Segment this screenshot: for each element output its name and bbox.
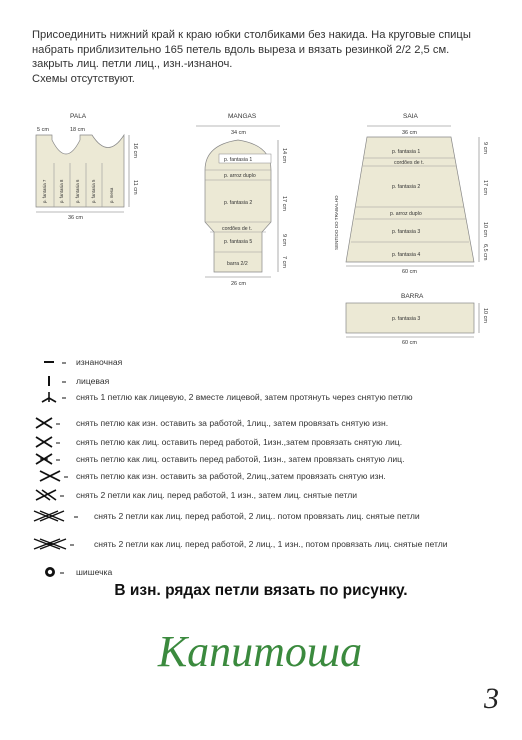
- legend-row: [30, 355, 122, 369]
- pala-dim-11: 11 cm: [132, 180, 138, 195]
- saia-dim-bottom: 60 cm: [402, 269, 417, 275]
- legend-row: [30, 565, 112, 579]
- legend-label: снять 2 петли как лиц. перед работой, 2 лиц., 1 изн., потом провязать лиц. снятые петли: [94, 539, 448, 549]
- mangas-dim-top: 34 cm: [231, 130, 246, 136]
- legend-label: шишечка: [76, 567, 113, 577]
- pala-dim-16: 16 cm: [132, 143, 138, 158]
- saia-dim-10: 10 cm: [482, 222, 488, 237]
- legend-row: [30, 488, 357, 502]
- mangas-diagram: [196, 113, 287, 287]
- mangas-dim-17: 17 cm: [281, 196, 287, 211]
- saia-band4: p. arroz duplo: [390, 211, 422, 217]
- mangas-dim-14: 14 cm: [281, 148, 287, 163]
- vertical-bar-symbol-icon: [30, 374, 72, 388]
- logo-text: Капитоша: [157, 627, 363, 676]
- legend-label: снять петлю как лиц. оставить перед работой, 1изн.,затем провязать снятую лиц.: [76, 437, 403, 447]
- cross-6-symbol-icon: [30, 509, 90, 523]
- legend-row: [30, 390, 413, 404]
- mangas-band6: barra 2/2: [227, 261, 248, 267]
- saia-dim-top: 36 cm: [402, 130, 417, 136]
- saia-side-label: SENTIDO DO TRABALHO: [334, 195, 339, 250]
- saia-band6: p. fantasia 4: [392, 252, 421, 258]
- saia-dim-6-5: 6,5 cm: [482, 244, 488, 261]
- legend-label: снять 2 петли как лиц. перед работой, 1 изн., затем лиц. снятые петли: [76, 490, 358, 500]
- pala-col5: p. mesa: [109, 187, 114, 203]
- pala-dim-5: 5 cm: [37, 127, 49, 133]
- kapitosha-logo: [140, 620, 380, 682]
- barra-diagram: [346, 293, 488, 346]
- mangas-title: MANGAS: [228, 113, 257, 120]
- barra-title: BARRA: [401, 293, 424, 300]
- saia-dim-9: 9 cm: [482, 142, 488, 154]
- legend-label: лицевая: [76, 376, 110, 386]
- saia-panel: [346, 137, 474, 262]
- saia-band5: p. fantasia 3: [392, 229, 421, 235]
- legend-row: [30, 452, 404, 466]
- barra-dim-60: 60 cm: [402, 340, 417, 346]
- mangas-dim-bottom: 26 cm: [231, 281, 246, 287]
- mangas-band1: p. fantasia 1: [224, 157, 253, 163]
- legend-row: [30, 416, 388, 430]
- legend-row: [30, 509, 420, 523]
- pala-dim-36: 36 cm: [68, 215, 83, 221]
- saia-dim-17: 17 cm: [482, 180, 488, 195]
- barra-dim-10: 10 cm: [482, 308, 488, 323]
- legend-row: [30, 537, 448, 551]
- saia-band2: cordões de t.: [394, 160, 424, 166]
- cross-7-symbol-icon: [30, 537, 90, 551]
- mangas-band4: cordões de t.: [222, 226, 252, 232]
- legend-row: [30, 469, 386, 483]
- cross-4-symbol-icon: [30, 469, 72, 483]
- mangas-dim-7: 7 cm: [281, 256, 287, 268]
- legend-label: снять 2 петли как лиц. перед работой, 2 лиц.. потом провязать лиц. снятые петли: [94, 511, 420, 521]
- legend-label: снять петлю как изн. оставить за работой, 1лиц., затем провязать снятую изн.: [76, 418, 389, 428]
- legend-label: изнаночная: [76, 357, 123, 367]
- pala-col1: p. fantasia 7: [42, 179, 47, 203]
- legend-label: снять петлю как изн. оставить за работой, 2лиц.,затем провязать снятую изн.: [76, 471, 386, 481]
- intro-line: Присоединить нижний край к краю юбки столбиками без накида. На круговые спицы: [32, 29, 471, 41]
- intro-line: набрать приблизительно 165 петель вдоль выреза и вязать резинкой 2/2 2,5 см.: [32, 43, 450, 56]
- mangas-dim-9: 9 cm: [281, 234, 287, 246]
- decrease-symbol-icon: [30, 390, 72, 404]
- intro-line: Схемы отсутствуют.: [32, 72, 135, 85]
- pala-col3: p. fantasia 6: [75, 179, 80, 203]
- saia-title: SAIA: [403, 113, 418, 120]
- mangas-band5: p. fantasia 5: [224, 239, 253, 245]
- cross-5-symbol-icon: [30, 488, 72, 502]
- barra-band: p. fantasia 3: [392, 316, 421, 322]
- mangas-band3: p. fantasia 2: [224, 200, 253, 206]
- pala-diagram: [36, 113, 138, 221]
- mangas-band2: p. arroz duplo: [224, 173, 256, 179]
- saia-band3: p. fantasia 2: [392, 184, 421, 190]
- cross-1-symbol-icon: [30, 416, 72, 430]
- page-number: 3: [484, 682, 499, 715]
- intro-line: закрыть лиц. петли лиц., изн.-изнаноч.: [32, 58, 233, 71]
- legend-label: снять 1 петлю как лицевую, 2 вместе лицевой, затем протянуть через снятую петлю: [76, 392, 413, 402]
- cross-3-symbol-icon: [30, 452, 72, 466]
- pala-title: PALA: [70, 113, 87, 120]
- pala-dim-18: 18 cm: [70, 127, 85, 133]
- cross-2-symbol-icon: [30, 435, 72, 449]
- legend-row: [30, 435, 402, 449]
- bobble-symbol-icon: [30, 565, 72, 579]
- legend-row: [30, 374, 109, 388]
- saia-diagram: [334, 113, 488, 275]
- schematic-diagrams: [0, 0, 522, 350]
- legend-label: снять петлю как лиц. оставить перед работой, 1изн., затем провязать снятую лиц.: [76, 454, 405, 464]
- pala-col2: p. fantasia 8: [59, 179, 64, 203]
- dash-symbol-icon: [30, 355, 72, 369]
- headline: В изн. рядах петли вязать по рисунку.: [114, 582, 408, 599]
- saia-band1: p. fantasia 1: [392, 149, 421, 155]
- pala-col4: p. fantasia 5: [91, 179, 96, 203]
